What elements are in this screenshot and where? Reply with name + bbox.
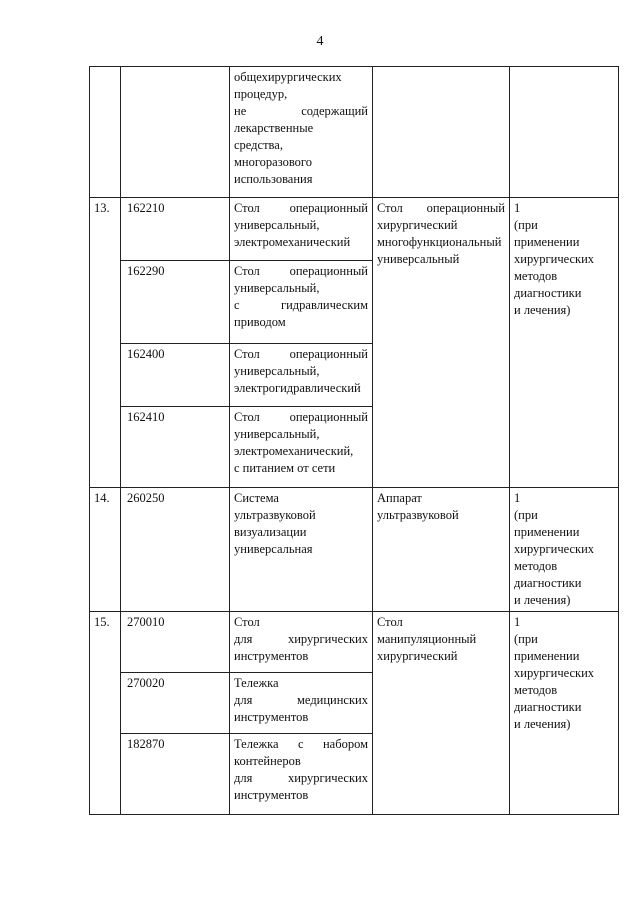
table-row	[90, 612, 619, 673]
text-line: Аппарат	[377, 491, 422, 505]
quantity-cell	[510, 488, 619, 612]
code-cell: 182870	[121, 734, 230, 815]
row-number-cell: 14.	[90, 488, 121, 612]
name-cell	[230, 67, 373, 198]
name-cell	[230, 488, 373, 612]
row-number-cell	[90, 67, 121, 198]
text-line: для хирургических	[234, 771, 368, 785]
type-cell	[373, 198, 510, 488]
table-row	[90, 488, 619, 612]
code-cell: 260250	[121, 488, 230, 612]
row-number-cell: 15.	[90, 612, 121, 815]
text-line: электромеханический	[234, 235, 351, 249]
text-line: процедур,	[234, 87, 288, 101]
text-line: для медицинских	[234, 693, 368, 707]
text-line: и лечения)	[514, 717, 571, 731]
text-line: 1	[514, 491, 521, 505]
text-line: диагностики	[514, 576, 582, 590]
text-line: применении	[514, 525, 580, 539]
text-line: Стол	[234, 615, 260, 629]
text-line: методов	[514, 683, 558, 697]
text-line: универсальный,	[234, 427, 320, 441]
text-line: диагностики	[514, 700, 582, 714]
text-line: ультразвуковой	[377, 508, 459, 522]
text-line: (при	[514, 218, 538, 232]
text-line: 1	[514, 615, 521, 629]
text-line: Тележка с набором	[234, 737, 368, 751]
text-line: методов	[514, 559, 558, 573]
text-line: манипуляционный	[377, 632, 477, 646]
equipment-table	[89, 66, 619, 815]
text-line: и лечения)	[514, 303, 571, 317]
page-number: 4	[316, 34, 324, 49]
text-line: 1	[514, 201, 521, 215]
quantity-cell	[510, 198, 619, 488]
text-line: электромеханический,	[234, 444, 354, 458]
text-line: применении	[514, 235, 580, 249]
text-line: универсальный	[377, 252, 460, 266]
text-line: Тележка	[234, 676, 279, 690]
text-line: и лечения)	[514, 593, 571, 607]
name-cell	[230, 734, 373, 815]
text-line: методов	[514, 269, 558, 283]
text-line: с питанием от сети	[234, 461, 336, 475]
type-cell	[373, 488, 510, 612]
text-line: инструментов	[234, 710, 309, 724]
text-line: хирургический	[377, 649, 458, 663]
text-line: контейнеров	[234, 754, 301, 768]
text-line: приводом	[234, 315, 286, 329]
text-line: ультразвуковой	[234, 508, 316, 522]
text-line: средства,	[234, 138, 283, 152]
name-cell	[230, 344, 373, 407]
text-line: электрогидравлический	[234, 381, 361, 395]
code-cell: 162410	[121, 407, 230, 488]
row-number-cell: 13.	[90, 198, 121, 488]
table-row	[90, 67, 619, 198]
code-cell: 162210	[121, 198, 230, 261]
text-line: не содержащий	[234, 104, 368, 118]
code-cell: 270010	[121, 612, 230, 673]
quantity-cell	[510, 612, 619, 815]
text-line: хирургических	[514, 252, 595, 266]
text-line: использования	[234, 172, 313, 186]
text-line: универсальный,	[234, 281, 320, 295]
code-cell: 270020	[121, 673, 230, 734]
text-line: Стол операционный	[234, 201, 368, 215]
text-line: инструментов	[234, 649, 309, 663]
text-line: (при	[514, 508, 538, 522]
name-cell	[230, 407, 373, 488]
table-row	[90, 198, 619, 261]
name-cell	[230, 261, 373, 344]
text-line: визуализации	[234, 525, 307, 539]
text-line: многоразового	[234, 155, 312, 169]
name-cell	[230, 198, 373, 261]
text-line: универсальная	[234, 542, 313, 556]
text-line: диагностики	[514, 286, 582, 300]
text-line: применении	[514, 649, 580, 663]
text-line: Стол операционный	[234, 410, 368, 424]
text-line: Стол операционный	[234, 264, 368, 278]
type-cell	[373, 612, 510, 815]
text-line: универсальный,	[234, 364, 320, 378]
text-line: универсальный,	[234, 218, 320, 232]
text-line: Система	[234, 491, 279, 505]
text-line: хирургических	[514, 666, 595, 680]
text-line: хирургических	[514, 542, 595, 556]
text-line: Стол операционный	[377, 201, 505, 215]
text-line: (при	[514, 632, 538, 646]
text-line: хирургический	[377, 218, 458, 232]
code-cell: 162400	[121, 344, 230, 407]
text-line: для хирургических	[234, 632, 368, 646]
name-cell	[230, 612, 373, 673]
type-cell	[373, 67, 510, 198]
quantity-cell	[510, 67, 619, 198]
text-line: Стол	[377, 615, 403, 629]
code-cell: 162290	[121, 261, 230, 344]
text-line: Стол операционный	[234, 347, 368, 361]
text-line: многофункциональный	[377, 235, 502, 249]
text-line: с гидравлическим	[234, 298, 368, 312]
text-line: общехирургических	[234, 70, 342, 84]
text-line: лекарственные	[234, 121, 314, 135]
name-cell	[230, 673, 373, 734]
text-line: инструментов	[234, 788, 309, 802]
code-cell	[121, 67, 230, 198]
